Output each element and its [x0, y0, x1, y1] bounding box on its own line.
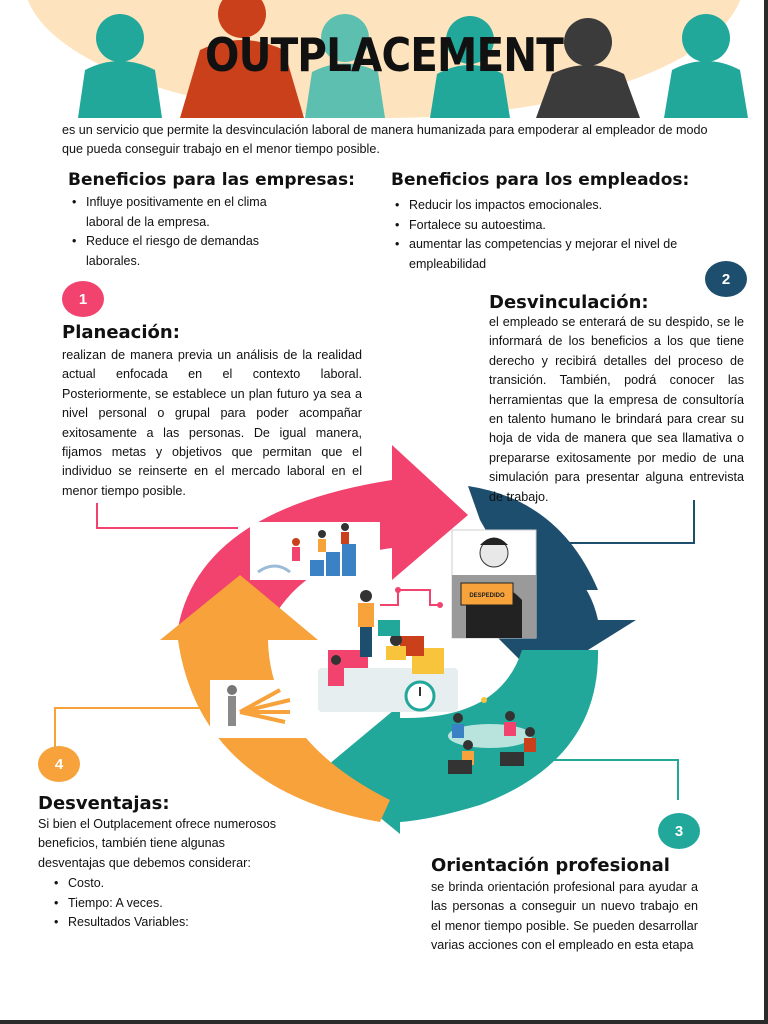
connector-line-4 [55, 708, 210, 748]
page-bottom-border [0, 1020, 768, 1024]
page-title: OUTPLACEMENT [205, 28, 563, 82]
list-item: • Influye positivamente en el clima laboral de la empresa. [68, 193, 298, 232]
list-item: • Reduce el riesgo de demandas laborales. [68, 232, 298, 271]
list-item: • Tiempo: A veces. [50, 894, 278, 914]
step-4-badge: 4 [38, 746, 80, 782]
step-2-text: el empleado se enterará de su despido, se le informará de los beneficios a los que tiene derecho y recibirá detalles del proceso de transición. También, podrá conocer las herramientas que la empresa de consultoría en talento humano le brindará para crear su hoja de vida de manera que sea llamativa o prepararse exitosamente por medio de una simulación para presentar alguna entrevista de trabajo. [489, 315, 744, 504]
step-4-text: Si bien el Outplacement ofrece numerosos beneficios, también tiene algunas desventajas que debemos considerar: [38, 817, 277, 870]
team-work-illustration [318, 587, 458, 712]
step-1-badge: 1 [62, 281, 104, 317]
step-3-heading: Orientación profesional [431, 855, 670, 876]
list-item: • Costo. [50, 874, 278, 894]
step-4-section [38, 793, 278, 933]
benefits-employees-heading: Beneficios para los empleados: [391, 170, 690, 190]
step-1-section [62, 322, 362, 501]
connector-line-3 [548, 760, 678, 800]
connector-line-1 [97, 503, 238, 528]
benefits-companies-heading: Beneficios para las empresas: [68, 170, 355, 190]
step-2-heading: Desvinculación: [489, 292, 649, 313]
step-3-text: se brinda orientación profesional para ayudar a las personas a conseguir un nuevo trabajo en el menor tiempo posible. Se pueden desarrollar varias acciones con el empleado en esta etapa [431, 880, 698, 953]
list-item: • Reducir los impactos emocionales. [391, 196, 721, 216]
list-item: • aumentar las competencias y mejorar el nivel de empleabilidad [391, 235, 721, 274]
step-2-badge: 2 [705, 261, 747, 297]
list-item: • Fortalece su autoestima. [391, 216, 721, 236]
step-1-heading: Planeación: [62, 322, 180, 343]
step-4-heading: Desventajas: [38, 793, 170, 814]
page-right-border [764, 0, 768, 1024]
step-4-list [38, 874, 278, 933]
despedido-sign-text: DESPEDIDO [469, 593, 505, 599]
step-3-section [431, 855, 698, 956]
intro-text: es un servicio que permite la desvinculación laboral de manera humanizada para empoderar al empleador de modo que pueda conseguir trabajo en el menor tiempo posible. [62, 123, 708, 156]
list-item: • Resultados Variables: [50, 913, 278, 933]
step-3-badge: 3 [658, 813, 700, 849]
step-2-section [489, 292, 744, 507]
step-1-text: realizan de manera previa un análisis de la realidad actual enfocada en el contexto laboral. Posteriormente, se establece un plan futuro ya sea a nivel personal o grupal para poder acompañar exitosamente a las personas. De igual manera, fijamos metas y objetivos que permitan que el individuo se reinserte en el mercado laboral en el menor tiempo posible. [62, 348, 362, 498]
